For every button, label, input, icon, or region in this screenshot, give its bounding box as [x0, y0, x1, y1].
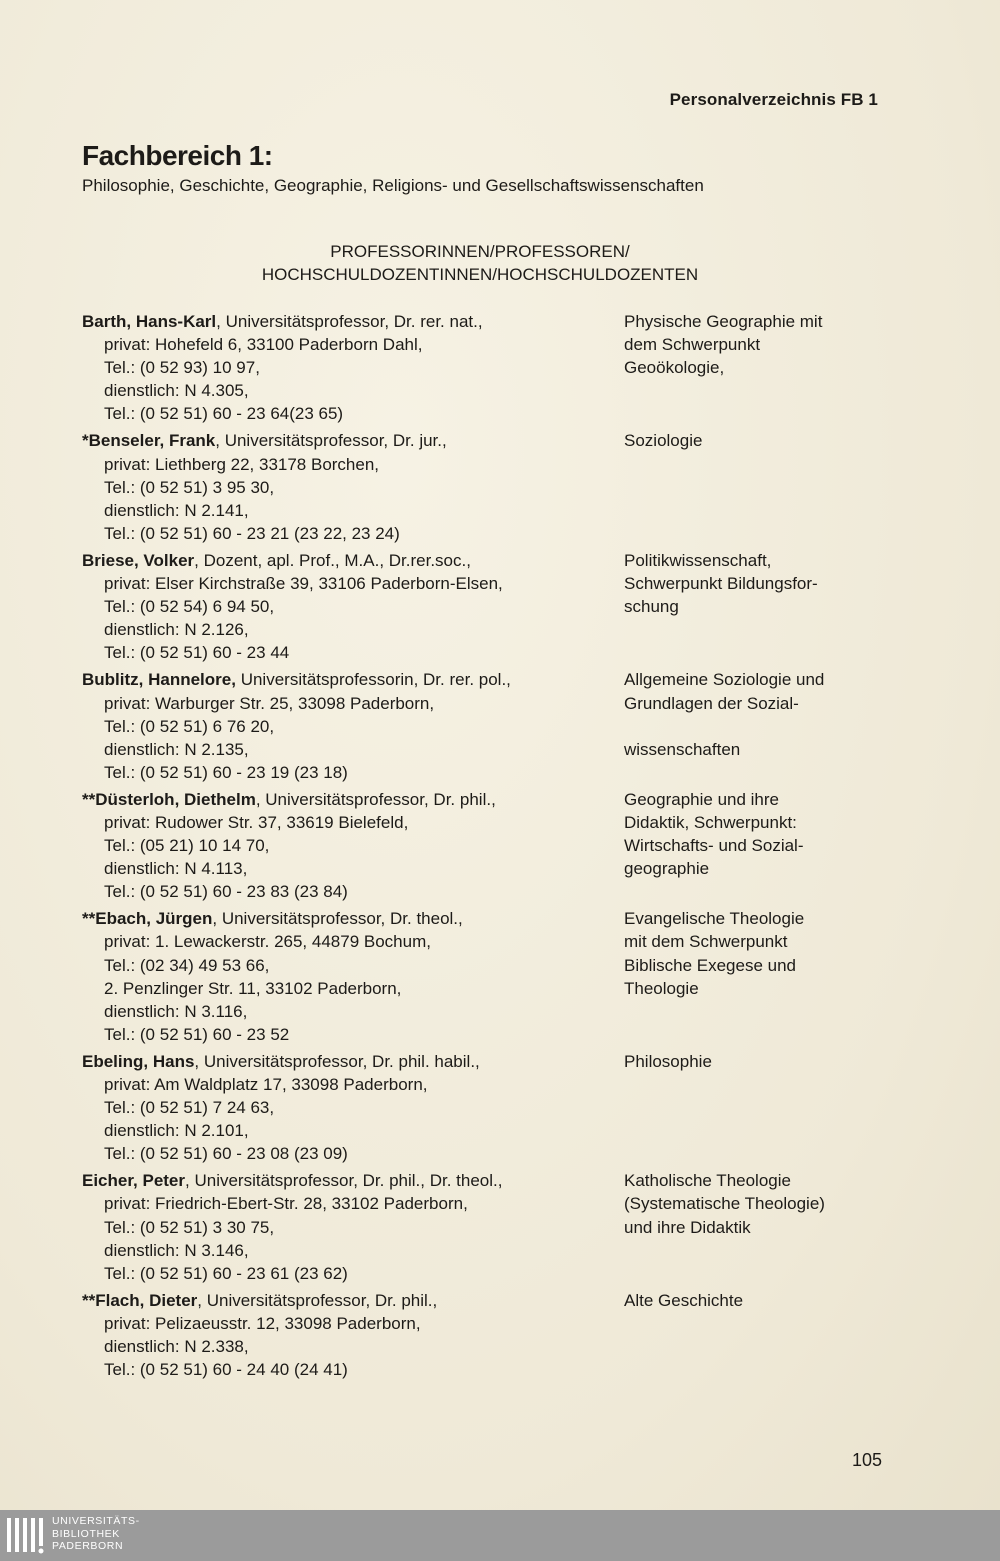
staff-contact-line: Tel.: (0 52 51) 60 - 23 44: [104, 643, 290, 663]
staff-contact-line: privat: Hohefeld 6, 33100 Paderborn Dahl,: [104, 335, 423, 355]
staff-contact: [82, 549, 622, 664]
staff-contact-line: 2. Penzlinger Str. 11, 33102 Paderborn,: [104, 978, 402, 998]
staff-contact-line: dienstlich: N 2.135,: [104, 739, 249, 759]
section-heading: [82, 240, 878, 286]
staff-contact-line: privat: Elser Kirchstraße 39, 33106 Paderborn-Elsen,: [104, 574, 503, 594]
staff-entry: [82, 907, 882, 1046]
staff-name: Briese, Volker: [82, 550, 195, 570]
staff-field: [624, 668, 882, 783]
staff-field-line: Alte Geschichte: [624, 1290, 744, 1310]
staff-title: , Universitätsprofessor, Dr. phil., Dr. theol.,: [185, 1171, 503, 1191]
staff-contact-line: Tel.: (02 34) 49 53 66,: [104, 955, 270, 975]
staff-field-line: Soziologie: [624, 431, 703, 451]
staff-field: [624, 788, 882, 903]
running-head: Personalverzeichnis FB 1: [669, 90, 878, 109]
logo-line: PADERBORN: [52, 1540, 124, 1552]
staff-title: Universitätsprofessorin, Dr. rer. pol.,: [235, 670, 511, 690]
staff-contact-line: Tel.: (0 52 51) 60 - 23 83 (23 84): [104, 882, 348, 902]
staff-entry: [82, 1050, 882, 1165]
staff-contact-line: privat: Pelizaeusstr. 12, 33098 Paderborn,: [104, 1313, 421, 1333]
staff-field-line: dem Schwerpunkt: [624, 335, 761, 355]
staff-field-line: Geoökologie,: [624, 358, 725, 378]
logo-line: BIBLIOTHEK: [52, 1527, 120, 1540]
staff-field: [624, 429, 882, 544]
staff-field-line: Biblische Exegese und: [624, 955, 797, 975]
staff-field-line: schung: [624, 597, 679, 617]
staff-contact-line: dienstlich: N 3.116,: [104, 1001, 248, 1021]
staff-title: , Dozent, apl. Prof., M.A., Dr.rer.soc.,: [194, 550, 471, 570]
staff-name: Eicher, Peter: [82, 1171, 186, 1191]
staff-field-line: geographie: [624, 859, 710, 879]
staff-name: Barth, Hans-Karl: [82, 312, 217, 331]
staff-contact-line: dienstlich: N 4.113,: [104, 859, 248, 879]
staff-field-line: [624, 715, 882, 738]
staff-entry: [82, 1289, 882, 1381]
staff-field-line: und ihre Didaktik: [624, 1217, 751, 1237]
staff-field-line: Schwerpunkt Bildungsfor-: [624, 574, 818, 594]
staff-contact-line: privat: Am Waldplatz 17, 33098 Paderborn,: [104, 1075, 428, 1094]
staff-contact: [82, 429, 622, 544]
staff-contact-line: Tel.: (0 52 51) 3 30 75,: [104, 1217, 275, 1237]
staff-contact-line: Tel.: (0 52 54) 6 94 50,: [104, 597, 275, 617]
logo-line: UNIVERSITÄTS-: [52, 1515, 140, 1527]
staff-field-line: Theologie: [624, 978, 699, 998]
staff-title: , Universitätsprofessor, Dr. phil.,: [255, 789, 496, 809]
staff-contact: [82, 1289, 622, 1381]
staff-contact-line: Tel.: (0 52 93) 10 97,: [104, 358, 260, 378]
section-heading-line: HOCHSCHULDOZENTINNEN/HOCHSCHULDOZENTEN: [261, 265, 699, 284]
staff-field-line: Evangelische Theologie: [624, 909, 805, 929]
staff-name: Ebeling, Hans: [82, 1051, 195, 1071]
section-heading-line: PROFESSORINNEN/PROFESSOREN/: [330, 242, 630, 261]
staff-name: *Benseler, Frank: [82, 431, 216, 451]
staff-name: Bublitz, Hannelore,: [82, 670, 236, 690]
staff-contact-line: Tel.: (0 52 51) 60 - 23 61 (23 62): [104, 1263, 348, 1283]
staff-field-line: Wirtschafts- und Sozial-: [624, 836, 804, 856]
staff-field-line: (Systematische Theologie): [624, 1194, 825, 1214]
staff-contact: [82, 668, 622, 783]
staff-name: **Düsterloh, Diethelm: [82, 789, 256, 809]
staff-contact-line: privat: Liethberg 22, 33178 Borchen,: [104, 454, 380, 474]
staff-contact-line: Tel.: (0 52 51) 60 - 23 19 (23 18): [104, 762, 348, 782]
staff-heading-line: [82, 1289, 622, 1312]
staff-heading-line: [82, 788, 622, 811]
staff-heading-line: [82, 429, 622, 452]
staff-contact-line: Tel.: (0 52 51) 60 - 23 52: [104, 1024, 290, 1044]
staff-contact-line: dienstlich: N 3.146,: [104, 1240, 249, 1260]
staff-field: [624, 1050, 882, 1165]
staff-contact: [82, 1169, 622, 1284]
staff-field-line: Katholische Theologie: [624, 1171, 791, 1191]
staff-name: **Flach, Dieter: [82, 1290, 198, 1310]
staff-contact-line: Tel.: (05 21) 10 14 70,: [104, 836, 270, 856]
staff-contact-line: Tel.: (0 52 51) 7 24 63,: [104, 1098, 275, 1118]
staff-heading-line: [82, 310, 622, 333]
library-logo-text: [52, 1515, 140, 1553]
staff-contact-line: privat: 1. Lewackerstr. 265, 44879 Bochum,: [104, 932, 431, 952]
staff-entry: [82, 1169, 882, 1284]
staff-contact-line: privat: Rudower Str. 37, 33619 Bielefeld,: [104, 812, 409, 832]
staff-field: [624, 310, 882, 425]
staff-entry: [82, 429, 882, 544]
staff-contact: [82, 1050, 622, 1165]
staff-name: **Ebach, Jürgen: [82, 909, 213, 929]
staff-title: , Universitätsprofessor, Dr. phil. habil.,: [194, 1051, 480, 1071]
staff-field-line: Philosophie: [624, 1051, 712, 1071]
staff-list: [82, 310, 882, 1385]
staff-contact-line: Tel.: (0 52 51) 60 - 23 08 (23 09): [104, 1144, 348, 1164]
staff-contact: [82, 310, 622, 425]
staff-field: [624, 1169, 882, 1284]
library-logo-bars-icon: [6, 1516, 46, 1554]
staff-heading-line: [82, 1050, 622, 1073]
staff-entry: [82, 310, 882, 425]
staff-field-line: Didaktik, Schwerpunkt:: [624, 812, 797, 832]
staff-contact-line: dienstlich: N 2.338,: [104, 1337, 249, 1357]
staff-contact-line: dienstlich: N 2.126,: [104, 620, 249, 640]
staff-field: [624, 549, 882, 664]
staff-title: , Universitätsprofessor, Dr. rer. nat.,: [216, 312, 483, 331]
staff-field-line: Allgemeine Soziologie und: [624, 670, 825, 690]
staff-title: , Universitätsprofessor, Dr. theol.,: [212, 909, 463, 929]
staff-contact: [82, 788, 622, 903]
staff-contact-line: Tel.: (0 52 51) 60 - 23 21 (23 22, 23 24): [104, 523, 400, 543]
staff-field: [624, 907, 882, 1046]
staff-field-line: Geographie und ihre: [624, 789, 780, 809]
staff-contact-line: privat: Warburger Str. 25, 33098 Paderborn,: [104, 693, 435, 713]
page-title: Fachbereich 1:: [82, 140, 273, 171]
staff-contact-line: dienstlich: N 2.141,: [104, 500, 249, 520]
staff-field: [624, 1289, 882, 1381]
staff-entry: [82, 788, 882, 903]
staff-contact-line: dienstlich: N 4.305,: [104, 381, 249, 401]
staff-heading-line: [82, 549, 622, 572]
page-number: 105: [851, 1450, 882, 1470]
staff-field-line: wissenschaften: [624, 739, 741, 759]
staff-entry: [82, 549, 882, 664]
staff-contact: [82, 907, 622, 1046]
staff-contact-line: privat: Friedrich-Ebert-Str. 28, 33102 Paderborn,: [104, 1194, 468, 1214]
staff-entry: [82, 668, 882, 783]
staff-heading-line: [82, 1169, 622, 1192]
staff-heading-line: [82, 907, 622, 930]
staff-contact-line: Tel.: (0 52 51) 6 76 20,: [104, 716, 275, 736]
page-subtitle: Philosophie, Geschichte, Geographie, Religions- und Gesellschaftswissenschaften: [82, 176, 704, 195]
staff-field-line: Physische Geographie mit: [624, 312, 823, 331]
staff-field-line: Politikwissenschaft,: [624, 550, 772, 570]
staff-contact-line: Tel.: (0 52 51) 3 95 30,: [104, 477, 275, 497]
staff-contact-line: dienstlich: N 2.101,: [104, 1121, 249, 1141]
footer-bar: [0, 1510, 1000, 1561]
staff-field-line: mit dem Schwerpunkt: [624, 932, 788, 952]
staff-contact-line: Tel.: (0 52 51) 60 - 24 40 (24 41): [104, 1360, 348, 1380]
staff-contact-line: Tel.: (0 52 51) 60 - 23 64(23 65): [104, 404, 344, 424]
staff-field-line: Grundlagen der Sozial-: [624, 693, 799, 713]
staff-title: , Universitätsprofessor, Dr. jur.,: [215, 431, 447, 451]
staff-title: , Universitätsprofessor, Dr. phil.,: [197, 1290, 438, 1310]
staff-heading-line: [82, 668, 622, 691]
